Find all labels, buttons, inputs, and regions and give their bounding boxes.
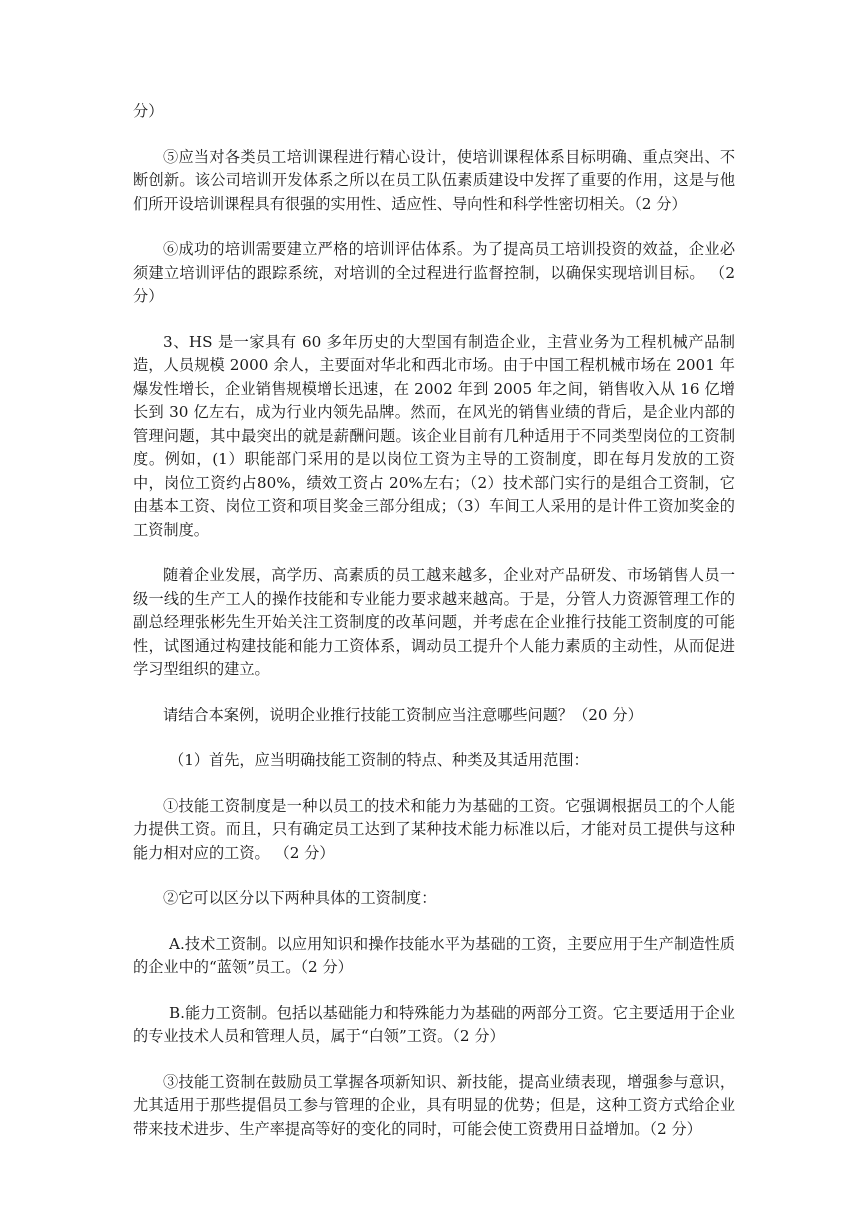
paragraph-answer-1-1: ①技能工资制度是一种以员工的技术和能力为基础的工资。它强调根据员工的个人能力提供工资。而且，只有确定员工达到了某种技术能力标准以后，才能对员工提供与这种能力相对应的工资。 （2 分） <box>133 796 735 862</box>
paragraph-case-development: 随着企业发展，高学历、高素质的员工越来越多，企业对产品研发、市场销售人员一级一线的生产工人的操作技能和专业能力要求越来越高。于是，分管人力资源管理工作的副总经理张彬先生开始关注工资制度的改革问题，并考虑在企业推行技能工资制度的可能性，试图通过构建技能和能力工资体系，调动员工提升个人能力素质的主动性，从而促进学习型组织的建立。 <box>133 566 735 678</box>
paragraph-case-3: 3、HS 是一家具有 60 多年历史的大型国有制造企业，主营业务为工程机械产品制造，人员规模 2000 余人，主要面对华北和西北市场。由于中国工程机械市场在 2001 年爆发性增长，企业销售规模增长迅速，在 2002 年到 2005 年之间，销售收入从 16 亿增长到 30 亿左右，成为行业内领先品牌。然而，在风光的销售业绩的背后，是企业内部的管理问题，其中最突出的就是薪酬问题。该企业目前有几种适用于不同类型岗位的工资制度。例如，(1）职能部门采用的是以岗位工资为主导的工资制度，即在每月发放的工资中，岗位工资约占80%，绩效工资占 20%左右；（2）技术部门实行的是组合工资制，它由基本工资、岗位工资和项目奖金三部分组成；（3）车间工人采用的是计件工资加奖金的工资制度。 <box>133 332 735 539</box>
paragraph-continuation: 分） <box>133 102 164 120</box>
paragraph-answer-1: （1）首先，应当明确技能工资制的特点、种类及其适用范围： <box>169 751 589 769</box>
paragraph-item-5: ⑤应当对各类员工培训课程进行精心设计，使培训课程体系目标明确、重点突出、不断创新。该公司培训开发体系之所以在员工队伍素质建设中发挥了重要的作用，这是与他们所开设培训课程具有很强的实用性、适应性、导向性和科学性密切相关。（2 分） <box>133 147 735 213</box>
paragraph-answer-1-3: ③技能工资制在鼓励员工掌握各项新知识、新技能，提高业绩表现，增强参与意识，尤其适用于那些提倡员工参与管理的企业，具有明显的优势；但是，这种工资方式给企业带来技术进步、生产率提高等好的变化的同时，可能会使工资费用日益增加。（2 分） <box>133 1072 735 1138</box>
paragraph-question: 请结合本案例，说明企业推行技能工资制应当注意哪些问题？（20 分） <box>163 705 643 724</box>
document-page <box>133 100 735 1163</box>
paragraph-answer-1-2-b: B.能力工资制。包括以基础能力和特殊能力为基础的两部分工资。它主要适用于企业的专业技术人员和管理人员，属于“白领”工资。（2 分） <box>133 1003 735 1045</box>
paragraph-answer-1-2-a: A.技术工资制。以应用知识和操作技能水平为基础的工资，主要应用于生产制造性质的企业中的“蓝领”员工。（2 分） <box>133 934 735 976</box>
paragraph-answer-1-2: ②它可以区分以下两种具体的工资制度： <box>163 889 437 907</box>
paragraph-item-6: ⑥成功的培训需要建立严格的培训评估体系。为了提高员工培训投资的效益，企业必须建立培训评估的跟踪系统，对培训的全过程进行监督控制，以确保实现培训目标。 （2分） <box>133 240 735 305</box>
